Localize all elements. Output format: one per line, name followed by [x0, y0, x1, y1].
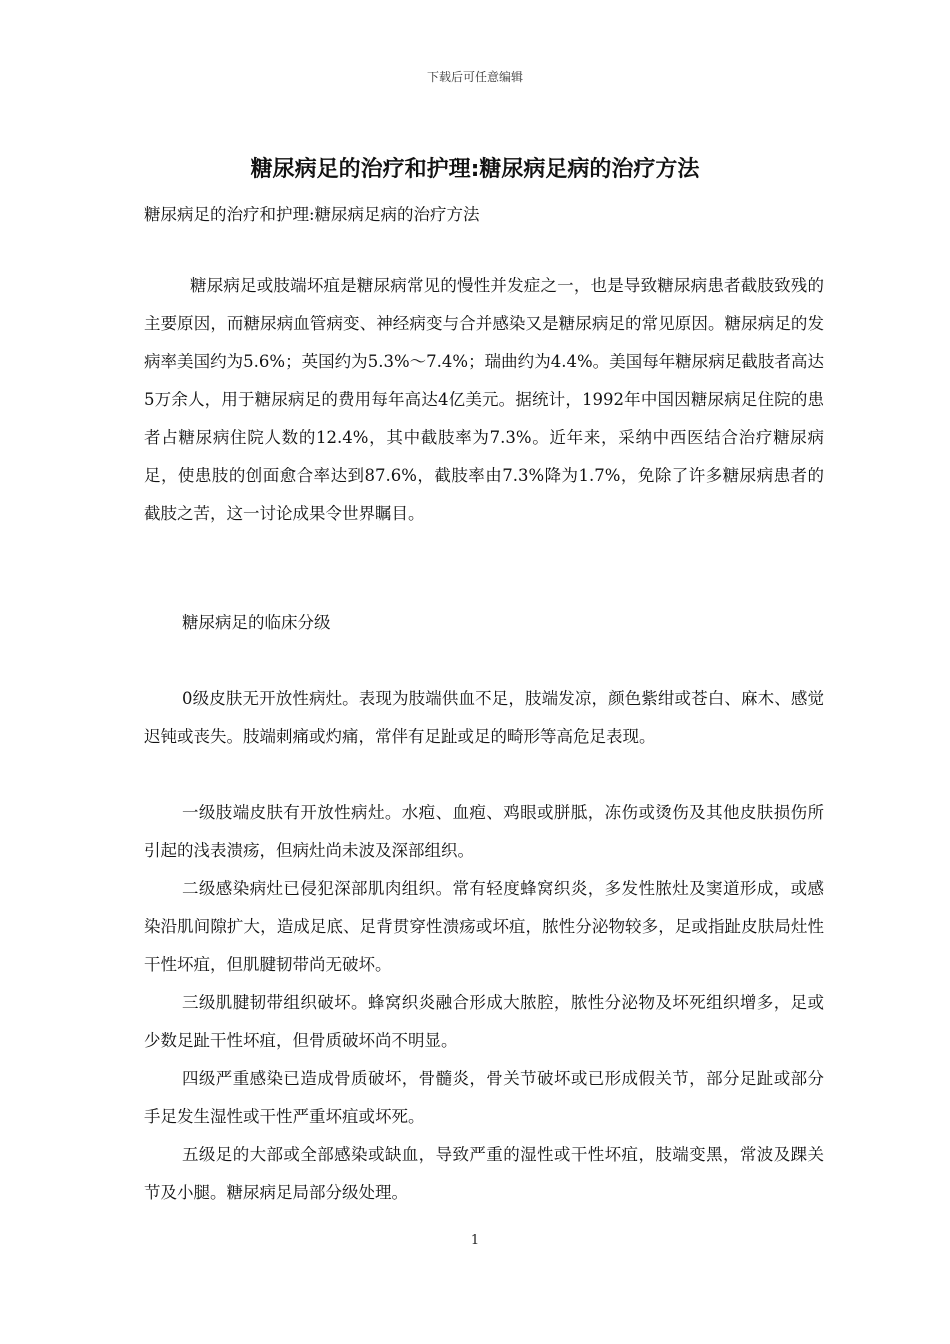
grade-5-paragraph: 五级足的大部或全部感染或缺血，导致严重的湿性或干性坏疽，肢端变黑，常波及踝关节及小腿。糖尿病足局部分级处理。: [144, 1145, 824, 1202]
document-title: 糖尿病足的治疗和护理:糖尿病足病的治疗方法: [250, 157, 700, 182]
document-subtitle: 糖尿病足的治疗和护理:糖尿病足病的治疗方法: [144, 205, 480, 224]
section-heading-clinical-grading: 糖尿病足的临床分级: [182, 613, 331, 632]
page-number: 1: [470, 1233, 480, 1248]
grade-1-paragraph: 一级肢端皮肤有开放性病灶。水疱、血疱、鸡眼或胼胝，冻伤或烫伤及其他皮肤损伤所引起的浅表溃疡，但病灶尚未波及深部组织。: [144, 803, 824, 860]
intro-paragraph: 糖尿病足或肢端坏疽是糖尿病常见的慢性并发症之一，也是导致糖尿病患者截肢致残的主要原因，而糖尿病血管病变、神经病变与合并感染又是糖尿病足的常见原因。糖尿病足的发病率美国约为5.6%；英国约为5.3%～7.4%；瑞曲约为4.4%。美国每年糖尿病足截肢者高达5万余人，用于糖尿病足的费用每年高达4亿美元。据统计，1992年中国因糖尿病足住院的患者占糖尿病住院人数的12.4%，其中截肢率为7.3%。近年来，采纳中西医结合治疗糖尿病足，使患肢的创面愈合率达到87.6%，截肢率由7.3%降为1.7%，免除了许多糖尿病患者的截肢之苦，这一讨论成果令世界瞩目。: [144, 276, 824, 523]
grade-4-paragraph: 四级严重感染已造成骨质破坏，骨髓炎，骨关节破坏或已形成假关节，部分足趾或部分手足发生湿性或干性严重坏疽或坏死。: [144, 1069, 824, 1126]
grade-2-paragraph: 二级感染病灶已侵犯深部肌肉组织。常有轻度蜂窝织炎，多发性脓灶及窦道形成，或感染沿肌间隙扩大，造成足底、足背贯穿性溃疡或坏疽，脓性分泌物较多，足或指趾皮肤局灶性干性坏疽，但肌腱韧带尚无破坏。: [144, 879, 824, 974]
grade-0-paragraph: 0级皮肤无开放性病灶。表现为肢端供血不足，肢端发凉，颜色紫绀或苍白、麻木、感觉迟钝或丧失。肢端刺痛或灼痛，常伴有足趾或足的畸形等高危足表现。: [144, 689, 824, 746]
header-note: 下载后可任意编辑: [426, 70, 523, 84]
grade-3-paragraph: 三级肌腱韧带组织破坏。蜂窝织炎融合形成大脓腔，脓性分泌物及坏死组织增多，足或少数足趾干性坏疽，但骨质破坏尚不明显。: [144, 993, 824, 1050]
